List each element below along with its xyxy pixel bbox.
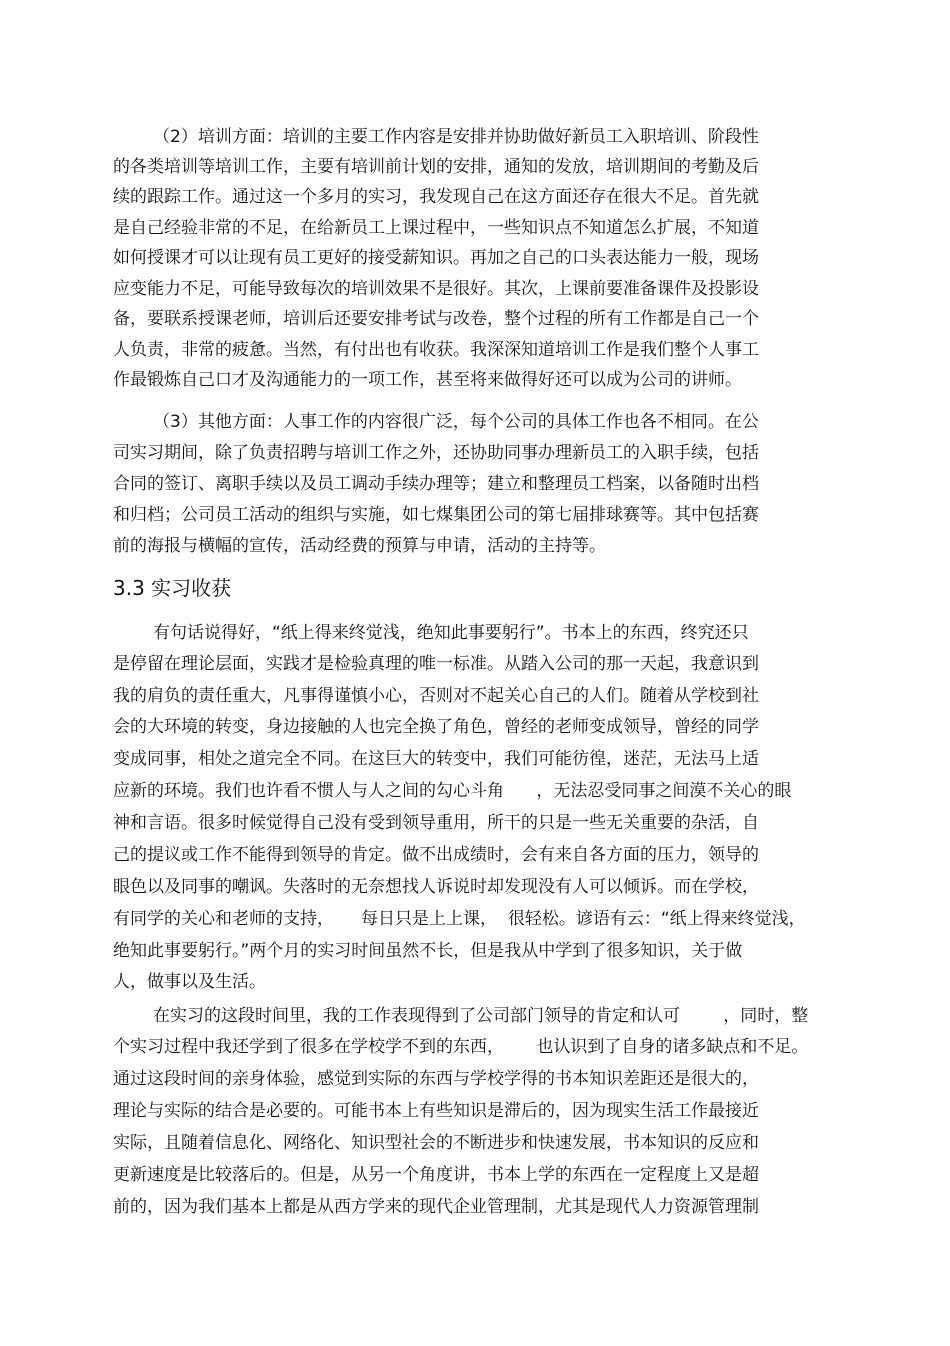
paragraph-line: 应新的环境。我们也许看不惯人与人之间的勾心斗角 ，无法忍受同事之间漠不关心的眼 (113, 781, 792, 801)
paragraph-line: 理论与实际的结合是必要的。可能书本上有些知识是滞后的，因为现实生活工作最接近 (113, 1101, 759, 1121)
paragraph-line: 是自己经验非常的不足，在给新员工上课过程中，一些知识点不知道怎么扩展，不知道 (113, 218, 759, 238)
paragraph-line: 司实习期间，除了负责招聘与培训工作之外，还协助同事办理新员工的入职手续，包括 (113, 443, 759, 463)
paragraph-line: 有句话说得好，“纸上得来终觉浅，绝知此事要躬行”。书本上的东西，终究还只 (153, 623, 749, 643)
paragraph-line: 人负责，非常的疲惫。当然，有付出也有收获。我深深知道培训工作是我们整个人事工 (113, 340, 759, 360)
paragraph-line: 眼色以及同事的嘲讽。失落时的无奈想找人诉说时却发现没有人可以倾诉。而在学校， (113, 877, 759, 897)
paragraph-line: （2）培训方面：培训的主要工作内容是安排并协助做好新员工入职培训、阶段性 (153, 127, 759, 147)
paragraph-line: 合同的签订、离职手续以及员工调动手续办理等；建立和整理员工档案，以备随时出档 (113, 474, 759, 494)
paragraph-line: （3）其他方面：人事工作的内容很广泛，每个公司的具体工作也各不相同。在公 (153, 412, 759, 432)
paragraph-line: 在实习的这段时间里，我的工作表现得到了公司部门领导的肯定和认可 ，同时，整 (153, 1006, 809, 1026)
paragraph-line: 人，做事以及生活。 (113, 972, 266, 992)
paragraph-line: 变成同事，相处之道完全不同。在这巨大的转变中，我们可能彷徨，迷茫，无法马上适 (113, 749, 759, 769)
paragraph-line: 备，要联系授课老师，培训后还要安排考试与改卷，整个过程的所有工作都是自己一个 (113, 309, 759, 329)
paragraph-line: 己的提议或工作不能得到领导的肯定。做不出成绩时，会有来自各方面的压力，领导的 (113, 845, 759, 865)
paragraph-line: 是停留在理论层面，实践才是检验真理的唯一标准。从踏入公司的那一天起，我意识到 (113, 654, 759, 674)
paragraph-line: 更新速度是比较落后的。但是，从另一个角度讲，书本上学的东西在一定程度上又是超 (113, 1165, 759, 1185)
paragraph-line: 的各类培训等培训工作，主要有培训前计划的安排，通知的发放，培训期间的考勤及后 (113, 157, 759, 177)
paragraph-line: 绝知此事要躬行。”两个月的实习时间虽然不长，但是我从中学到了很多知识，关于做 (113, 941, 743, 961)
paragraph-line: 我的肩负的责任重大，凡事得谨慎小心，否则对不起关心自己的人们。随着从学校到社 (113, 686, 759, 706)
paragraph-line: 神和言语。很多时候觉得自己没有受到领导重用，所干的只是一些无关重要的杂活，自 (113, 813, 759, 833)
paragraph-line: 如何授课才可以让现有员工更好的接受薪知识。再加之自己的口头表达能力一般，现场 (113, 248, 759, 268)
paragraph-line: 个实习过程中我还学到了很多在学校学不到的东西， 也认识到了自身的诸多缺点和不足。 (113, 1037, 809, 1057)
paragraph-line: 实际，且随着信息化、网络化、知识型社会的不断进步和快速发展，书本知识的反应和 (113, 1133, 759, 1153)
paragraph-line: 会的大环境的转变，身边接触的人也完全换了角色，曾经的老师变成领导，曾经的同学 (113, 717, 759, 737)
paragraph-line: 有同学的关心和老师的支持， 每日只是上上课， 很轻松。谚语有云：“纸上得来终觉浅， (113, 909, 806, 929)
paragraph-line: 应变能力不足，可能导致每次的培训效果不是很好。其次，上课前要准备课件及投影设 (113, 279, 759, 299)
paragraph-line: 续的跟踪工作。通过这一个多月的实习，我发现自己在这方面还存在很大不足。首先就 (113, 187, 759, 207)
paragraph-line: 通过这段时间的亲身体验，感觉到实际的东西与学校学得的书本知识差距还是很大的， (113, 1069, 759, 1089)
paragraph-line: 前的，因为我们基本上都是从西方学来的现代企业管理制，尤其是现代人力资源管理制 (113, 1197, 759, 1217)
section-heading: 3.3 实习收获 (113, 576, 232, 600)
paragraph-line: 前的海报与横幅的宣传，活动经费的预算与申请，活动的主持等。 (113, 536, 606, 556)
paragraph-line: 和归档；公司员工活动的组织与实施，如七煤集团公司的第七届排球赛等。其中包括赛 (113, 505, 759, 525)
paragraph-line: 作最锻炼自己口才及沟通能力的一项工作，甚至将来做得好还可以成为公司的讲师。 (113, 370, 742, 390)
